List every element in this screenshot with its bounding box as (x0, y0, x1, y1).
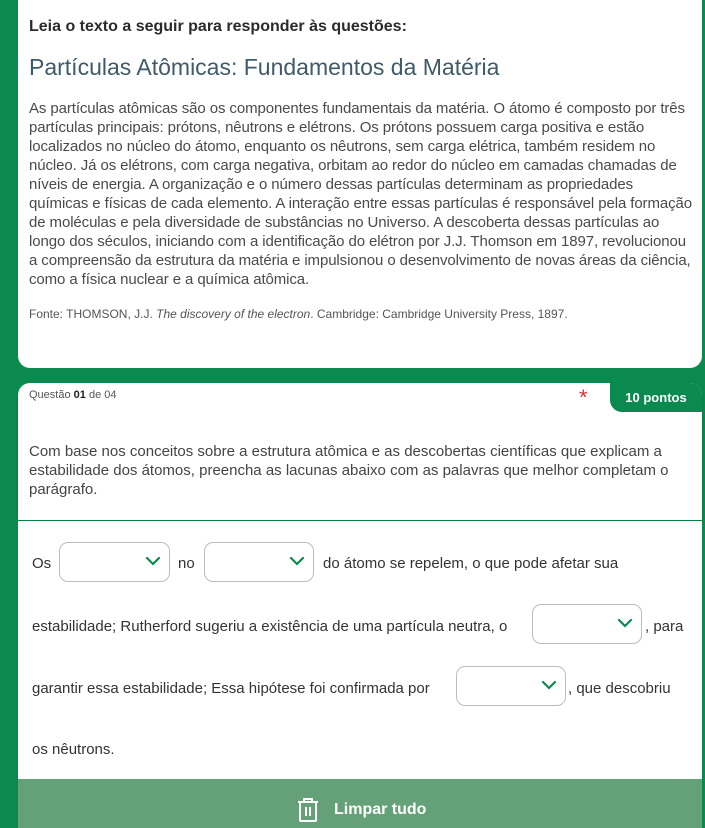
clear-all-label: Limpar tudo (334, 801, 427, 818)
trash-icon (296, 797, 320, 823)
fill-in-blanks-area (18, 521, 702, 779)
fill-text-8: os nêutrons. (32, 741, 115, 758)
fill-text-no: no (178, 555, 195, 572)
chevron-down-icon (542, 680, 556, 690)
footer-bar (18, 779, 702, 828)
source-prefix: Fonte: THOMSON, J.J. (29, 307, 157, 321)
blank-select-2[interactable] (204, 542, 314, 582)
text-body: As partículas atômicas são os componentes fundamentais da matéria. O átomo é composto por três partículas principais: prótons, nêutrons e elétrons. Os prótons possuem carga positiva e estão localizados no núcleo do átomo, enquanto os nêutrons, sem carga elétrica, também residem no núcleo. Já os elétrons, com carga negativa, orbitam ao redor do núcleo em camadas chamadas de níveis de energia. A organização e o número dessas partículas determinam as propriedades químicas e físicas de cada elemento. A interação entre essas partículas é responsável pela formação de moléculas e pela diversidade de substâncias no Universo. A descoberta dessas partículas ao longo dos séculos, iniciando com a identificação do elétron por J.J. Thomson em 1897, revolucionou a compreensão da estrutura da matéria e impulsionou o desenvolvimento de novas áreas da ciência, como a física nuclear e a química atômica. (29, 100, 692, 288)
required-asterisk: * (579, 385, 588, 410)
fill-text-6: garantir essa estabilidade; Essa hipótese foi confirmada por (32, 680, 430, 697)
blank-select-4[interactable] (456, 666, 566, 706)
question-card (18, 383, 702, 520)
source-suffix: . Cambridge: Cambridge University Press, 1897. (310, 307, 568, 321)
fill-text-os: Os (32, 555, 52, 572)
chevron-down-icon (290, 556, 304, 566)
question-number (29, 389, 116, 401)
fill-text-4: estabilidade; Rutherford sugeriu a existência de uma partícula neutra, o (32, 618, 508, 635)
blank-select-3[interactable] (532, 604, 642, 644)
question-label-prefix: Questão (29, 389, 74, 401)
points-badge: 10 pontos (610, 383, 702, 412)
fill-text-3: do átomo se repelem, o que pode afetar sua (323, 555, 619, 572)
reading-text-card (18, 0, 702, 368)
question-current: 01 (73, 389, 86, 401)
question-label-suffix: de 04 (85, 389, 117, 401)
chevron-down-icon (146, 556, 160, 566)
instruction-heading: Leia o texto a seguir para responder às questões: (29, 18, 407, 35)
question-prompt: Com base nos conceitos sobre a estrutura atômica e as descobertas científicas que explicam a estabilidade dos átomos, preencha as lacunas abaixo com as palavras que melhor completam o parágrafo. (29, 443, 669, 498)
clear-all-button[interactable] (296, 795, 426, 825)
fill-text-5: , para (645, 618, 684, 635)
chevron-down-icon (618, 618, 632, 628)
source-title: The discovery of the electron (156, 307, 311, 321)
text-source (29, 307, 692, 321)
blank-select-1[interactable] (59, 542, 170, 582)
fill-text-7: , que descobriu (568, 680, 671, 697)
text-title: Partículas Atômicas: Fundamentos da Matéria (29, 54, 500, 80)
